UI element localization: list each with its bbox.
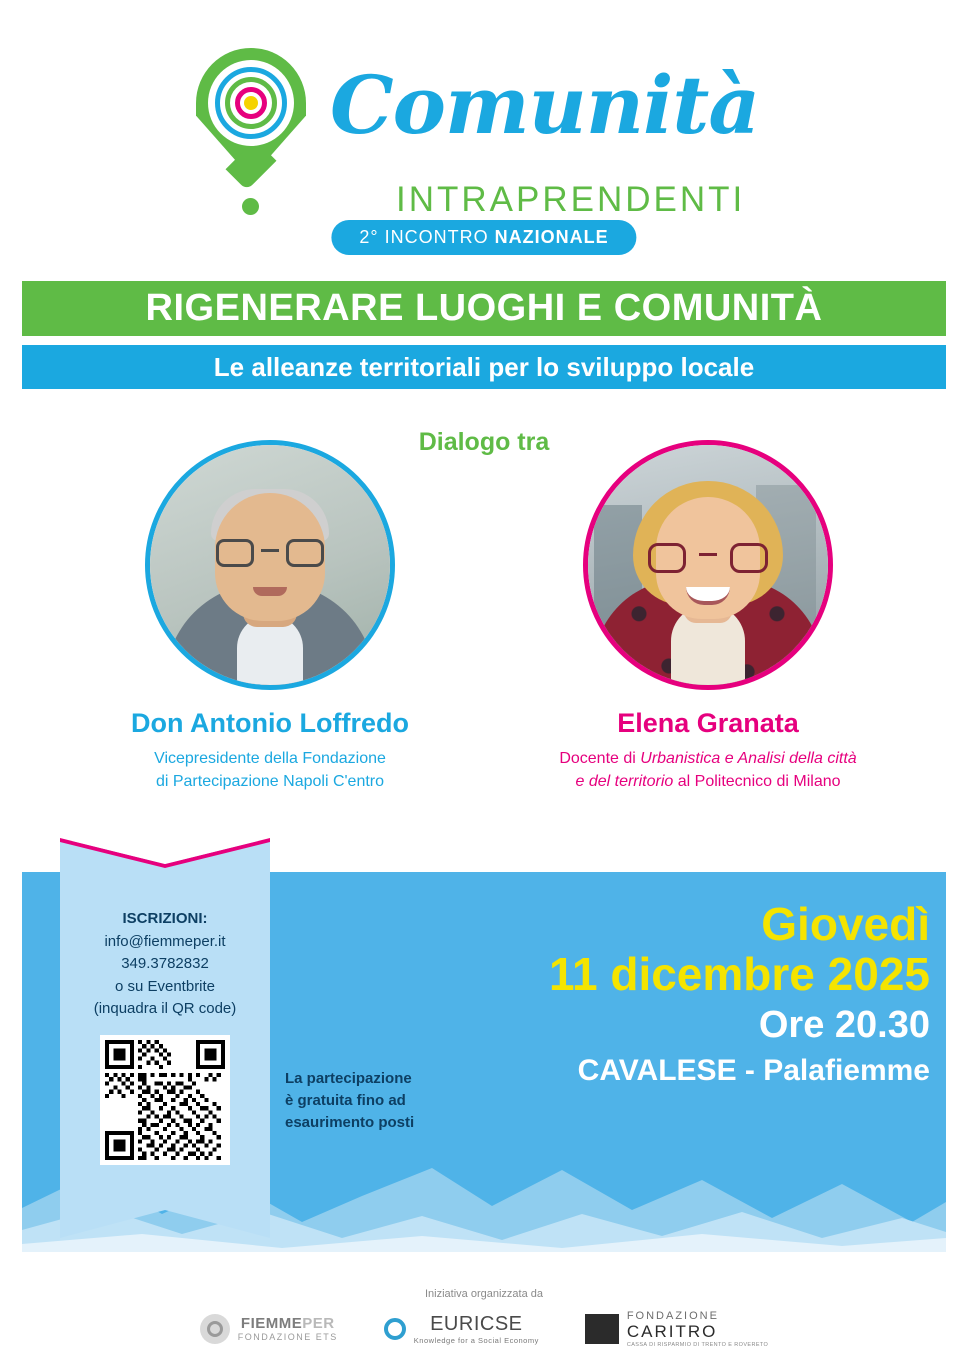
speaker-role-left xyxy=(60,747,480,793)
speaker-photo-right xyxy=(583,440,833,690)
speaker-card-right xyxy=(498,440,918,793)
registration-email[interactable]: info@fiemmeper.it xyxy=(104,932,226,950)
caritro-name-2: CARITRO xyxy=(626,1322,718,1341)
registration-info xyxy=(60,908,270,1021)
sponsor-fiemmeper xyxy=(200,1314,338,1344)
fiemmeper-name xyxy=(238,1316,338,1333)
fiemmeper-icon xyxy=(200,1314,230,1344)
meeting-badge xyxy=(331,220,636,255)
caritro-sub: CASSA DI RISPARMIO DI TRENTO E ROVERETO xyxy=(626,1342,769,1348)
sponsor-logos xyxy=(0,1310,968,1348)
registration-phone[interactable]: 349.3782832 xyxy=(121,955,209,972)
logo-wordmark: Comunità xyxy=(330,58,760,152)
speaker-photo-left xyxy=(145,440,395,690)
event-day: Giovedì xyxy=(761,898,930,950)
dialogo-label: Dialogo tra xyxy=(418,428,550,456)
event-place: CAVALESE - Palafiemme xyxy=(577,1053,930,1087)
organized-by-label: Iniziativa organizzata da xyxy=(424,1288,543,1300)
registration-heading: ISCRIZIONI: xyxy=(122,910,208,927)
fiemmeper-sub: FONDAZIONE ETS xyxy=(237,1332,338,1343)
registration-qr-hint: (inquadra il QR code) xyxy=(93,1000,237,1017)
meeting-badge-strong: NAZIONALE xyxy=(494,227,609,247)
ribbon-notch xyxy=(60,838,270,868)
footer xyxy=(0,1288,968,1348)
euricse-sub: Knowledge for a Social Economy xyxy=(413,1336,539,1345)
page-subtitle: Le alleanze territoriali per lo sviluppo locale xyxy=(213,351,755,382)
speaker-role-left-line1: Vicepresidente della Fondazione xyxy=(154,750,386,767)
speaker-role-right-em2: e del territorio xyxy=(575,773,674,791)
subtitle-band xyxy=(22,345,946,389)
caritro-icon xyxy=(585,1314,619,1344)
sponsor-euricse xyxy=(384,1313,539,1345)
title-band xyxy=(22,281,946,336)
free-note-line2: è gratuita fino ad xyxy=(285,1091,406,1109)
free-note-line1: La partecipazione xyxy=(285,1070,412,1087)
speaker-role-right-post: al Politecnico di Milano xyxy=(673,773,841,791)
fiemmeper-name-1: FIEMME xyxy=(240,1314,303,1332)
speaker-role-right-pre: Docente di xyxy=(559,750,641,767)
comunita-pin-icon xyxy=(196,48,306,208)
logo-subtitle: INTRAPRENDENTI xyxy=(396,180,746,219)
euricse-name: EURICSE xyxy=(430,1313,523,1335)
speaker-role-right-em1: Urbanistica e Analisi della città xyxy=(640,750,857,767)
speaker-role-left-line2: di Partecipazione Napoli C'entro xyxy=(155,773,385,791)
event-date-block xyxy=(549,900,930,1090)
event-time: Ore 20.30 xyxy=(758,1004,930,1047)
qr-code-image xyxy=(105,1040,225,1160)
speaker-card-left xyxy=(60,440,480,793)
free-participation-note xyxy=(285,1068,455,1133)
event-date: 11 dicembre 2025 xyxy=(548,948,930,1001)
caritro-name-1: FONDAZIONE xyxy=(626,1310,719,1322)
meeting-badge-prefix: 2° INCONTRO xyxy=(359,227,495,247)
free-note-line3: esaurimento posti xyxy=(285,1113,415,1131)
speaker-name-left: Don Antonio Loffredo xyxy=(131,708,409,738)
speaker-name-right: Elena Granata xyxy=(617,708,799,738)
euricse-icon xyxy=(384,1318,406,1340)
registration-eventbrite: o su Eventbrite xyxy=(114,977,216,995)
sponsor-caritro xyxy=(585,1310,768,1348)
qr-code[interactable] xyxy=(100,1035,230,1165)
logo-block xyxy=(0,30,968,250)
speaker-role-right xyxy=(498,747,918,793)
fiemmeper-name-2: PER xyxy=(302,1314,335,1332)
page-title: RIGENERARE LUOGHI E COMUNITÀ xyxy=(145,287,823,329)
